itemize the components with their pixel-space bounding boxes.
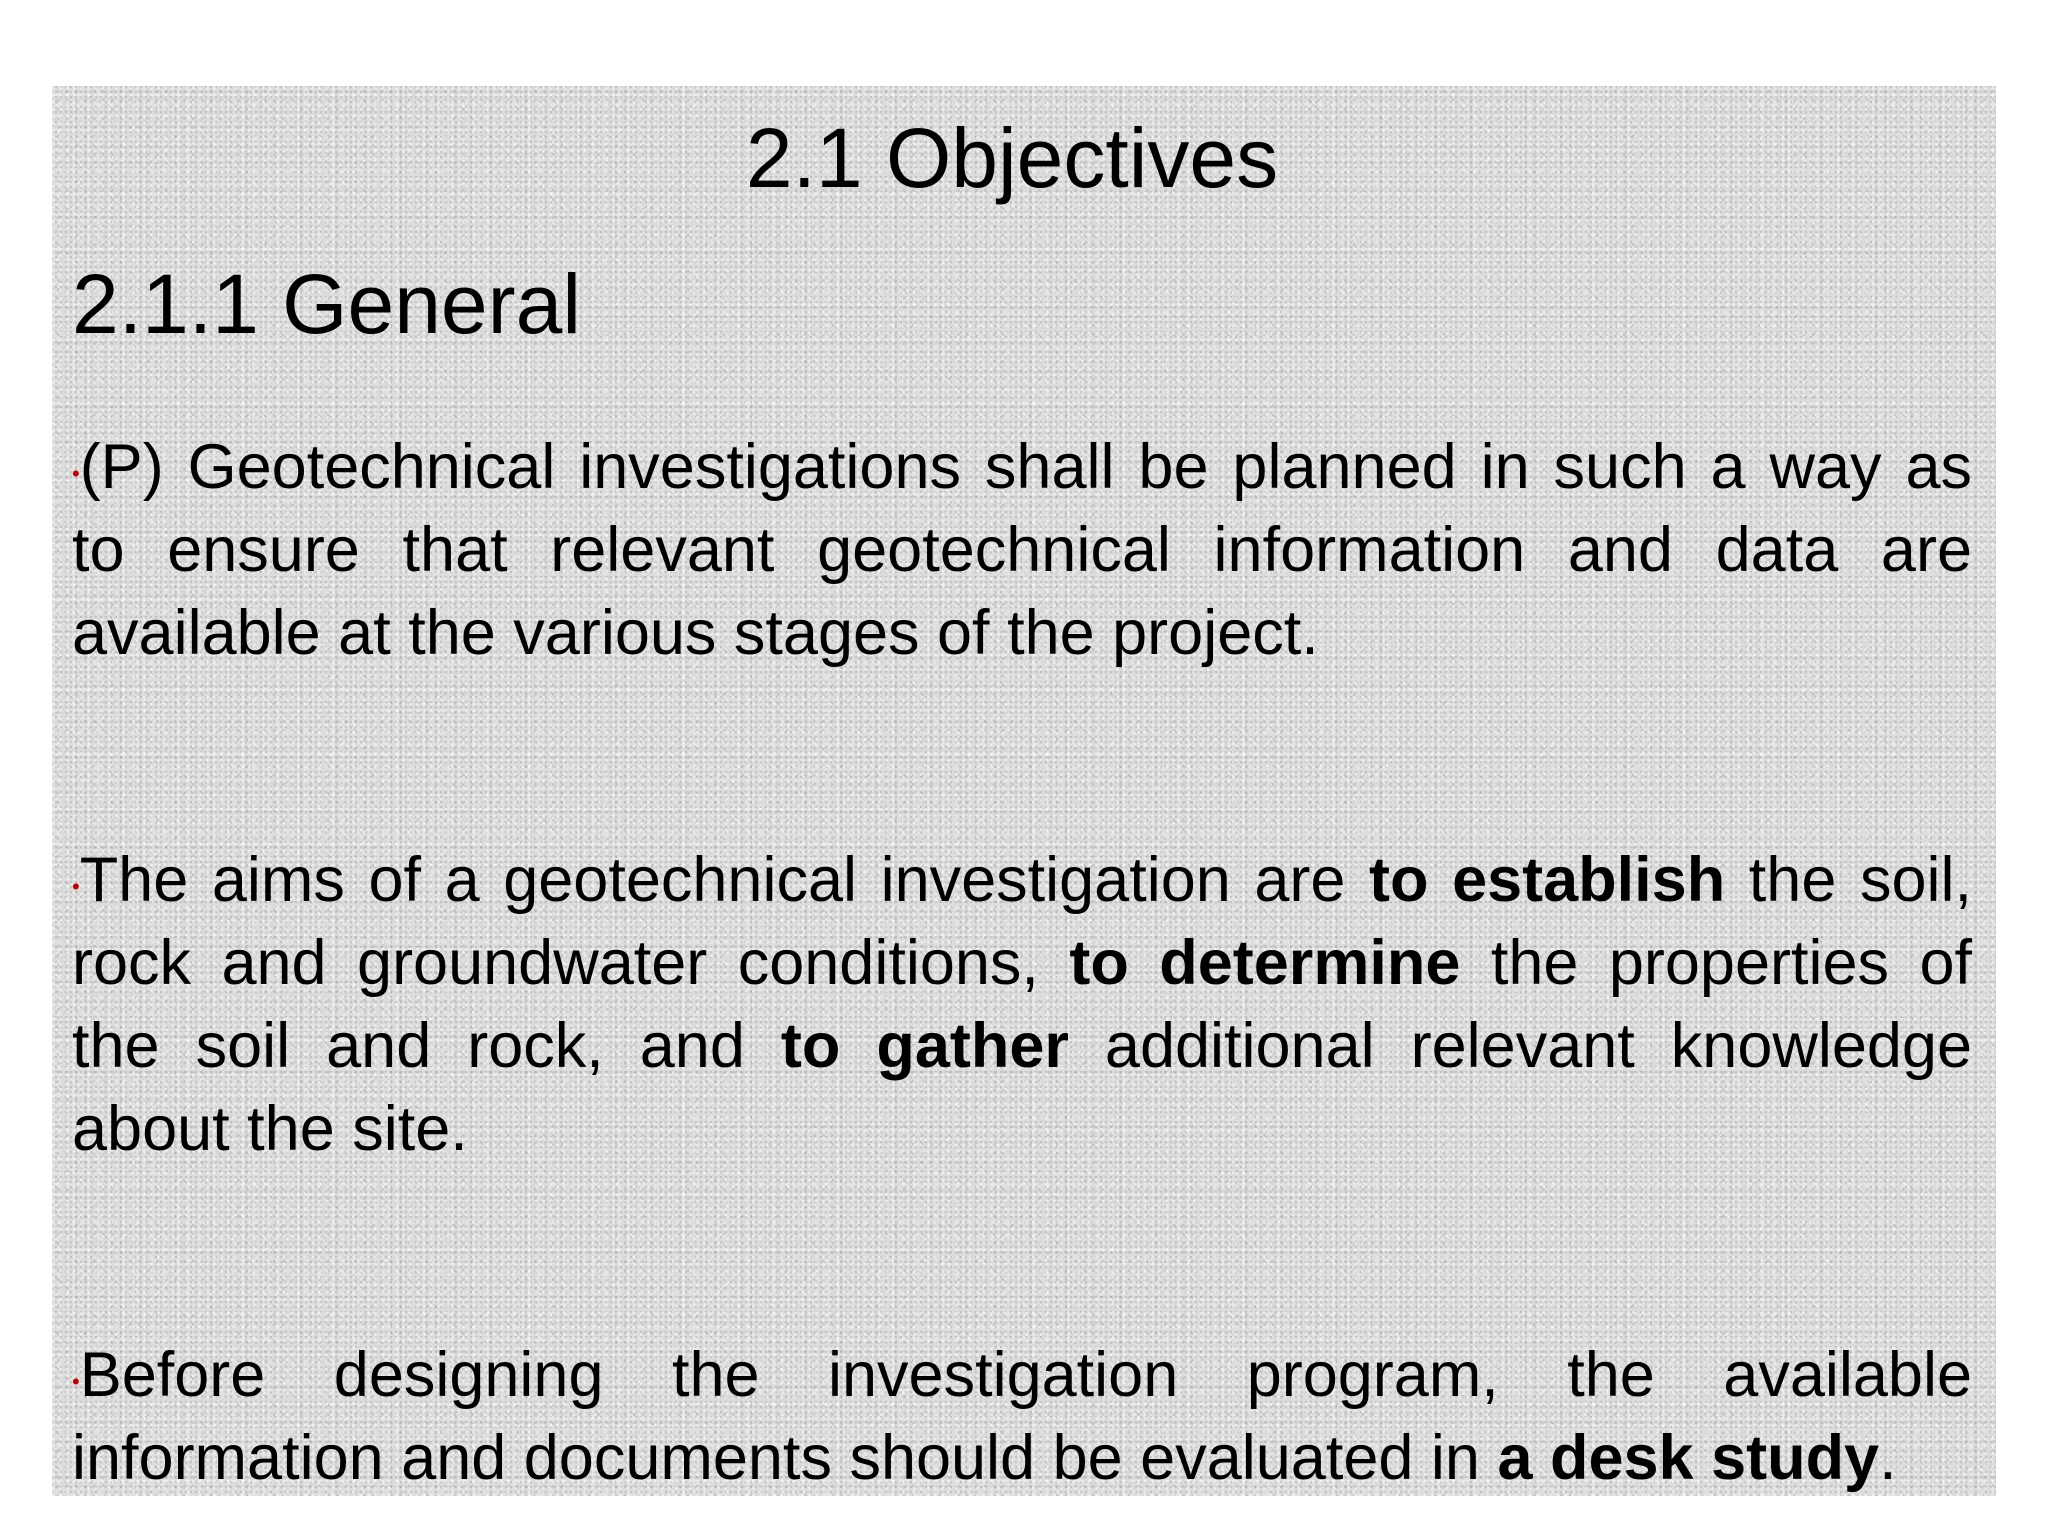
- slide-title: 2.1 Objectives: [745, 111, 1279, 205]
- emphasis-text: to establish: [1369, 845, 1726, 915]
- emphasis-text: to determine: [1069, 928, 1461, 998]
- emphasis-text: to gather: [780, 1011, 1069, 1081]
- paragraph-text: additional relevant knowledge about the site.: [72, 1011, 1972, 1164]
- section-heading: 2.1.1 General: [72, 257, 582, 351]
- bullet-icon: •: [72, 874, 80, 899]
- bullet-icon: •: [72, 1369, 80, 1394]
- bullet-icon: •: [72, 461, 80, 486]
- paragraph-text: .: [1879, 1423, 1897, 1493]
- emphasis-text: a desk study: [1497, 1423, 1880, 1493]
- paragraph-text: The aims of a geotechnical investigation are: [79, 845, 1370, 915]
- bullet-paragraph-3: [72, 1334, 1972, 1500]
- paragraph-text: the properties of the soil and rock, and: [72, 928, 1972, 1081]
- paragraph-text: the soil, rock and groundwater conditions,: [72, 845, 1972, 998]
- paragraph-text: (P) Geotechnical investigations shall be planned in such a way as to ensure that relevant geotechnical information and data are available at the various stages of the project.: [72, 432, 1972, 668]
- paragraph-text: Before designing the investigation program, the available information and documents should be evaluated in: [72, 1340, 1972, 1493]
- bullet-paragraph-1: [72, 426, 1972, 675]
- bullet-paragraph-2: [72, 839, 1972, 1171]
